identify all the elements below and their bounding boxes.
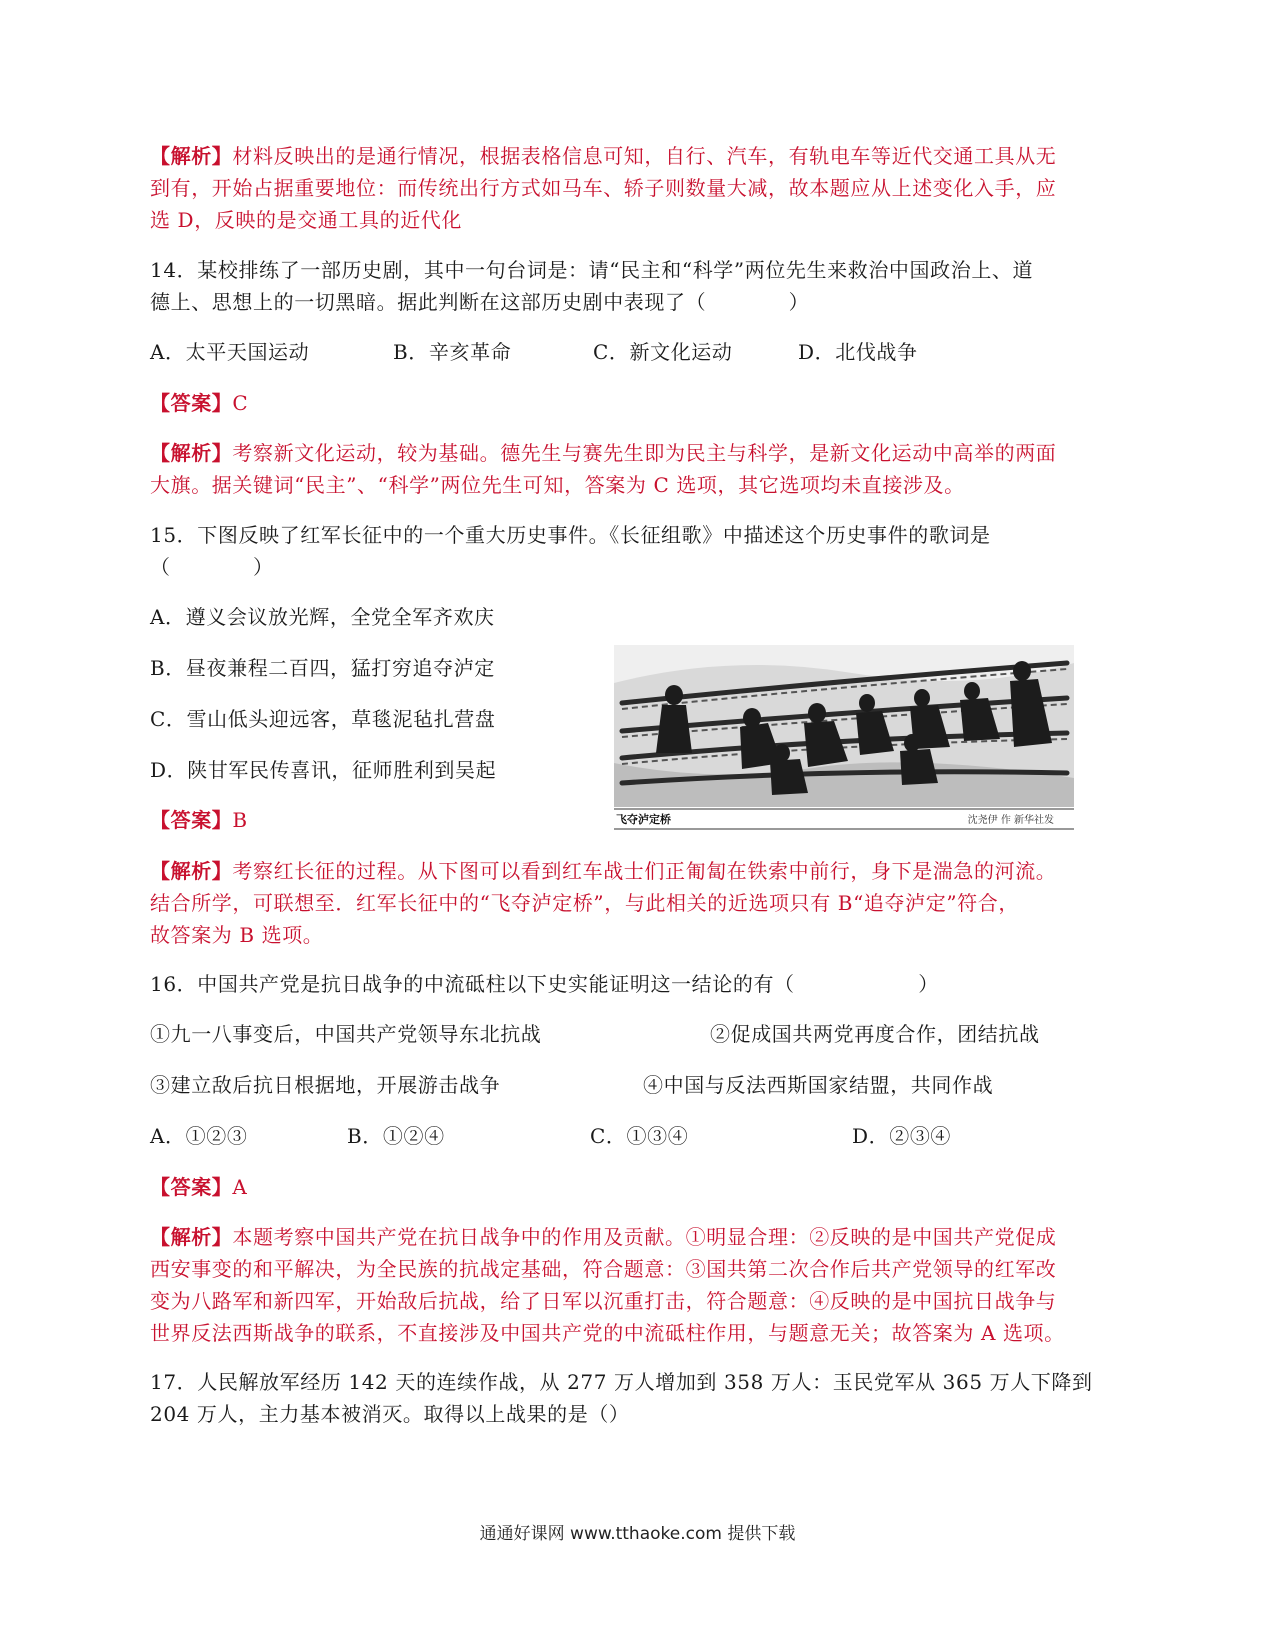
q14-stem-line-1: 14．某校排练了一部历史剧，其中一句台词是：请“民主和“科学”两位先生来救治中国政治上、道 — [150, 258, 1034, 282]
q16-statement-4: ④中国与反法西斯国家结盟，共同作战 — [643, 1073, 994, 1097]
q16-statement-1: ①九一八事变后，中国共产党领导东北抗战 — [150, 1022, 542, 1046]
q14-option-b: B．辛亥革命 — [393, 340, 512, 364]
q15-answer: 【答案】B — [150, 808, 248, 832]
q16-answer: 【答案】A — [150, 1175, 248, 1199]
q14-option-a: A．太平天国运动 — [150, 340, 310, 364]
q17-stem-line-1: 17．人民解放军经历 142 天的连续作战，从 277 万人增加到 358 万人：玉民党军从 365 万人下降到 — [150, 1370, 1093, 1394]
q16-option-b: B．①②④ — [347, 1124, 445, 1148]
q14-analysis-line-1: 【解析】考察新文化运动，较为基础。德先生与赛先生即为民主与科学，是新文化运动中高举的两面 — [150, 441, 1057, 465]
figure-credit: 沈尧伊 作 新华社发 — [967, 815, 1054, 826]
q14-answer: 【答案】C — [150, 391, 249, 415]
q14-stem-line-2: 德上、思想上的一切黑暗。据此判断在这部历史剧中表现了（ ） — [150, 290, 810, 314]
q16-analysis-line-4: 世界反法西斯战争的联系，不直接涉及中国共产党的中流砥柱作用，与题意无关；故答案为 A 选项。 — [150, 1321, 1065, 1345]
q15-option-d: D．陕甘军民传喜讯，征师胜利到吴起 — [150, 758, 497, 782]
q15-analysis-line-1: 【解析】考察红长征的过程。从下图可以看到红车战士们正匍匐在铁索中前行，身下是湍急的河流。 — [150, 859, 1057, 883]
q16-option-d: D．②③④ — [852, 1124, 952, 1148]
q13-analysis-line-3: 选 D，反映的是交通工具的近代化 — [150, 208, 462, 232]
q16-analysis-line-2: 西安事变的和平解决，为全民族的抗战定基础，符合题意：③国共第二次合作后共产党领导的红军改 — [150, 1257, 1057, 1281]
q15-option-c: C．雪山低头迎远客，草毯泥毡扎营盘 — [150, 707, 496, 731]
q15-option-b: B．昼夜兼程二百四，猛打穷追夺泸定 — [150, 656, 495, 680]
q15-stem-line-2: （ ） — [150, 555, 274, 579]
q16-option-a: A．①②③ — [150, 1124, 248, 1148]
q16-analysis-line-1: 【解析】本题考察中国共产党在抗日战争中的作用及贡献。①明显合理：②反映的是中国共产党促成 — [150, 1225, 1057, 1249]
luding-bridge-illustration — [612, 643, 1076, 831]
q17-stem-line-2: 204 万人，主力基本被消灭。取得以上战果的是（） — [150, 1402, 630, 1426]
q15-option-a: A．遵义会议放光辉，全党全军齐欢庆 — [150, 605, 495, 629]
analysis-tag: 【解析】 — [150, 144, 233, 168]
q14-analysis-line-2: 大旗。据关键词“民主”、“科学”两位先生可知，答案为 C 选项，其它选项均未直接涉及。 — [150, 473, 965, 497]
q13-analysis-line-2: 到有，开始占据重要地位：而传统出行方式如马车、轿子则数量大减，故本题应从上述变化入手，应 — [150, 176, 1057, 200]
q15-analysis-line-2: 结合所学，可联想至．红军长征中的“飞夺泸定桥”，与此相关的近选项只有 B“追夺泸定”符合， — [150, 891, 1019, 915]
q13-analysis-line-1: 【解析】材料反映出的是通行情况，根据表格信息可知，自行、汽车，有轨电车等近代交通工具从无 — [150, 144, 1057, 168]
q15-analysis-line-3: 故答案为 B 选项。 — [150, 923, 324, 947]
q16-statement-2: ②促成国共两党再度合作，团结抗战 — [710, 1022, 1040, 1046]
q14-option-c: C．新文化运动 — [593, 340, 733, 364]
q16-analysis-line-3: 变为八路军和新四军，开始敌后抗战，给了日军以沉重打击，符合题意：④反映的是中国抗日战争与 — [150, 1289, 1057, 1313]
page-footer: 通通好课网 www.tthaoke.com 提供下载 — [479, 1524, 796, 1544]
q16-statement-3: ③建立敌后抗日根据地，开展游击战争 — [150, 1073, 501, 1097]
q15-stem-line-1: 15．下图反映了红军长征中的一个重大历史事件。《长征组歌》中描述这个历史事件的歌词是 — [150, 523, 991, 547]
q14-option-d: D．北伐战争 — [798, 340, 918, 364]
luding-bridge-figure — [612, 643, 1076, 831]
figure-caption: 飞夺泸定桥 — [616, 813, 671, 826]
q16-option-c: C．①③④ — [590, 1124, 689, 1148]
q16-stem: 16．中国共产党是抗日战争的中流砥柱以下史实能证明这一结论的有（ ） — [150, 972, 939, 996]
